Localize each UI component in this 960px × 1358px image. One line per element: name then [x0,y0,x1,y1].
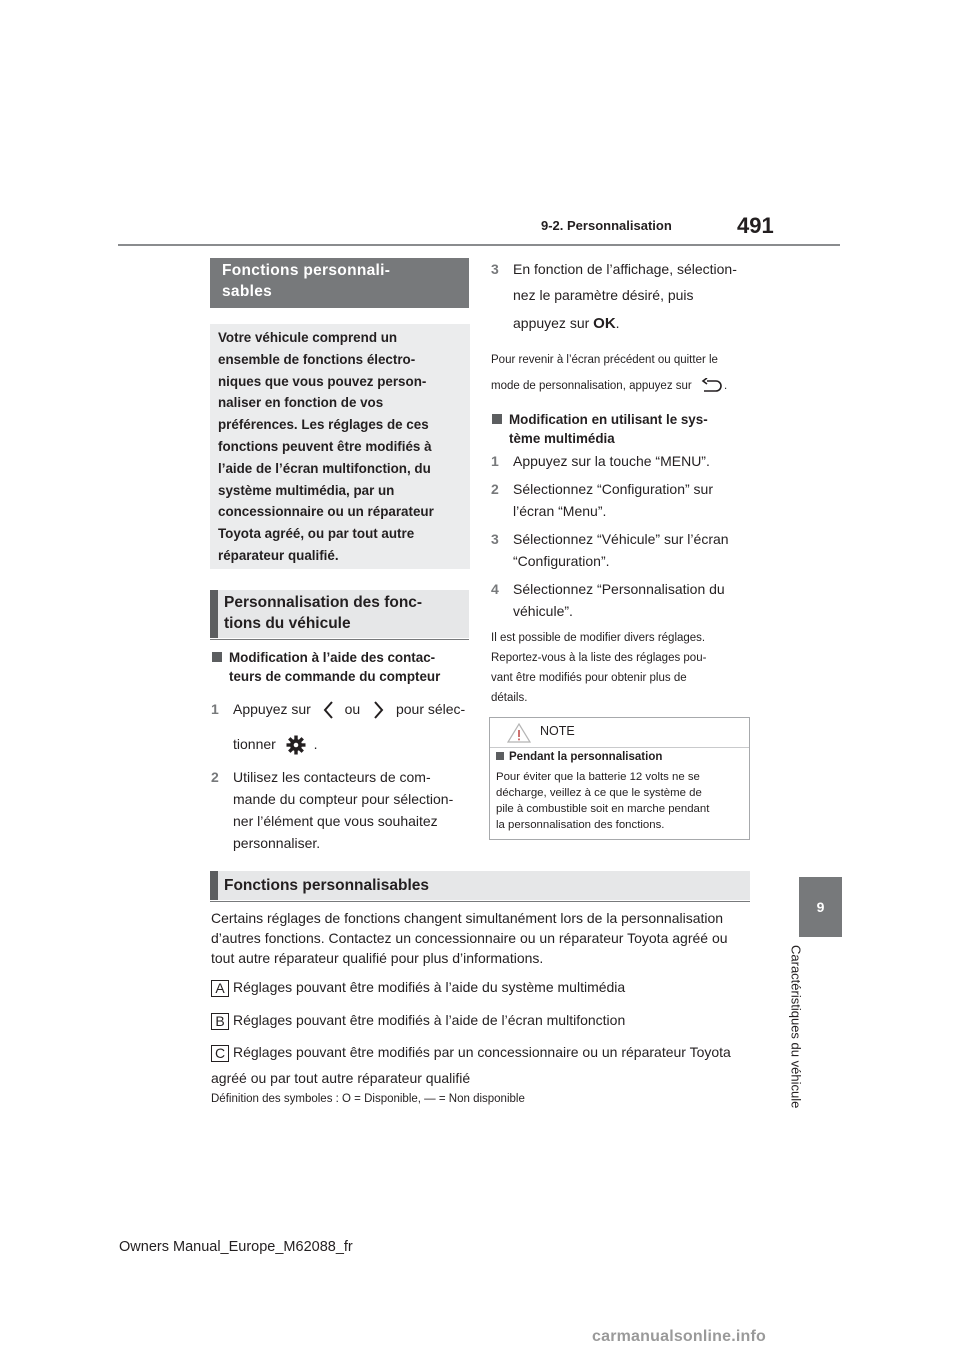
step-text: l’écran “Menu”. [513,503,607,519]
intro-line: niques que vous pouvez person- [218,373,427,389]
return-note-line: Pour revenir à l’écran précédent ou quitter le [491,354,718,366]
header-rule [118,244,840,246]
square-bullet-icon [496,752,504,760]
step-text: tionner [233,736,276,752]
legend-text: Réglages pouvant être modifiés par un concessionnaire ou un réparateur Toyota [233,1044,731,1060]
step-number: 2 [211,769,219,785]
return-note-line: mode de personnalisation, appuyez sur [491,380,692,392]
heading-line: sables [222,283,273,300]
square-bullet-icon [212,652,222,662]
step-4-multimedia [491,578,753,624]
intro-line: l’aide de l’écran multifonction, du [218,460,431,476]
note-label: NOTE [540,724,575,738]
step-text: véhicule”. [513,603,573,619]
footer-manual-id: Owners Manual_Europe_M62088_fr [119,1239,353,1255]
step-text: pour sélec- [395,701,466,717]
note-header [490,718,749,748]
sub-heading-line: Modification en utilisant le sys- [509,412,708,427]
intro-line: Toyota agréé, ou par tout autre [218,526,415,542]
step-text: Appuyez sur [233,701,311,717]
note-line: pile à combustible soit en marche pendant [496,803,710,815]
heading-line: Fonctions personnali- [222,262,391,279]
intro-line: réparateur qualifié. [218,547,339,563]
step-text: mande du compteur pour sélection- [233,791,454,807]
gear-icon [286,735,306,755]
legend-item-c [211,1042,731,1062]
step-text: En fonction de l’affichage, sélection- [513,261,737,277]
step-text: . [313,736,318,752]
heading-personnalisation-fonctions [210,590,469,638]
sub-heading-line: teurs de commande du compteur [229,669,441,684]
step-text: ou [344,701,361,717]
step-text: Sélectionnez “Configuration” sur [513,481,713,497]
step-text: nez le paramètre désiré, puis [513,287,694,303]
heading-line: Fonctions personnalisables [224,877,429,894]
square-bullet-icon [492,414,502,424]
step-number: 3 [491,531,499,547]
step-number: 3 [491,261,499,277]
customization-paragraph [211,908,771,968]
paragraph-line: tout autre réparateur qualifié pour plus d’informations. [211,950,544,966]
warning-triangle-icon [507,723,531,743]
legend-letter-box: A [211,980,229,997]
info-line: Reportez-vous à la liste des réglages pou- [491,652,707,664]
intro-line: concessionnaire ou un réparateur [218,504,434,520]
sub-heading-compteur [212,648,474,686]
running-header-section: 9-2. Personnalisation [541,218,672,233]
heading-fonctions-personnalisables-table [210,871,750,900]
intro-line: ensemble de fonctions électro- [218,351,416,367]
step-text: Utilisez les contacteurs de com- [233,769,431,785]
heading-line: tions du véhicule [224,615,351,632]
info-note [491,628,761,708]
symbols-definition: Définition des symboles : O = Disponible, — = Non disponible [211,1093,525,1105]
legend-item-a [211,977,625,997]
step-number: 1 [211,701,219,717]
page-number: 491 [737,213,774,238]
back-arrow-icon [699,378,723,394]
chevron-left-icon [321,700,337,720]
intro-line: système multimédia, par un [218,482,395,498]
step-number: 1 [491,453,499,469]
note-box [489,717,750,840]
step-3-multimedia [491,528,753,574]
step-text: Appuyez sur la touche “MENU”. [513,453,710,469]
footer-watermark-site[interactable]: carmanualsonline.info [592,1328,767,1345]
info-line: Il est possible de modifier divers réglages. [491,632,706,644]
legend-item-c-continuation: agréé ou par tout autre réparateur qualifié [211,1070,471,1086]
intro-line: naliser en fonction de vos [218,395,384,411]
chevron-right-icon [370,700,386,720]
step-text: . [615,315,620,331]
legend-text: Réglages pouvant être modifiés à l’aide du système multimédia [233,979,626,995]
ok-button-label: OK [593,315,616,332]
heading-fonctions-personnalisables [210,258,469,308]
chapter-tab[interactable]: 9 [799,877,842,937]
note-text [496,769,741,833]
step-text: “Configuration”. [513,553,610,569]
intro-line: Votre véhicule comprend un [218,330,398,345]
paragraph-line: d’autres fonctions. Contactez un concessionnaire ou un réparateur Toyota agréé ou [211,930,728,946]
chapter-title-text: Caractéristiques du véhicule [788,945,804,1109]
note-line: la personnalisation des fonctions. [496,819,665,831]
step-3-compteur [491,258,753,338]
step-text: ner l’élément que vous souhaitez [233,813,438,829]
step-text: personnaliser. [233,835,321,851]
note-line: Pour éviter que la batterie 12 volts ne se [496,771,700,783]
heading-line: Personnalisation des fonc- [224,594,423,611]
sub-heading-multimedia [492,410,754,448]
sub-heading-line: Modification à l’aide des contac- [229,650,436,665]
step-number: 2 [491,481,499,497]
intro-box [210,324,470,569]
return-note-line: . [723,380,728,392]
step-text: Sélectionnez “Personnalisation du [513,581,725,597]
intro-line: fonctions peuvent être modifiés à [218,438,432,454]
step-1-multimedia [491,450,753,474]
legend-text: Réglages pouvant être modifiés à l’aide de l’écran multifonction [233,1012,626,1028]
note-line: décharge, veillez à ce que le système de [496,787,702,799]
step-2-compteur [211,766,473,856]
note-sub-heading-text: Pendant la personnalisation [509,751,663,763]
note-sub-heading [496,751,662,763]
legend-item-b [211,1010,625,1030]
chapter-title-vertical [786,945,806,1120]
intro-line: préférences. Les réglages de ces [218,417,429,433]
return-note [491,350,761,396]
step-2-multimedia [491,478,753,524]
step-text: appuyez sur [513,315,590,331]
step-1-compteur [211,698,473,758]
info-line: vant être modifiés pour obtenir plus de [491,672,687,684]
info-line: détails. [491,692,528,704]
sub-heading-line: tème multimédia [509,431,615,446]
step-number: 4 [491,581,499,597]
paragraph-line: Certains réglages de fonctions changent simultanément lors de la personnalisation [211,910,724,926]
legend-letter-box: B [211,1013,229,1030]
legend-letter-box: C [211,1045,229,1062]
step-text: Sélectionnez “Véhicule” sur l’écran [513,531,729,547]
